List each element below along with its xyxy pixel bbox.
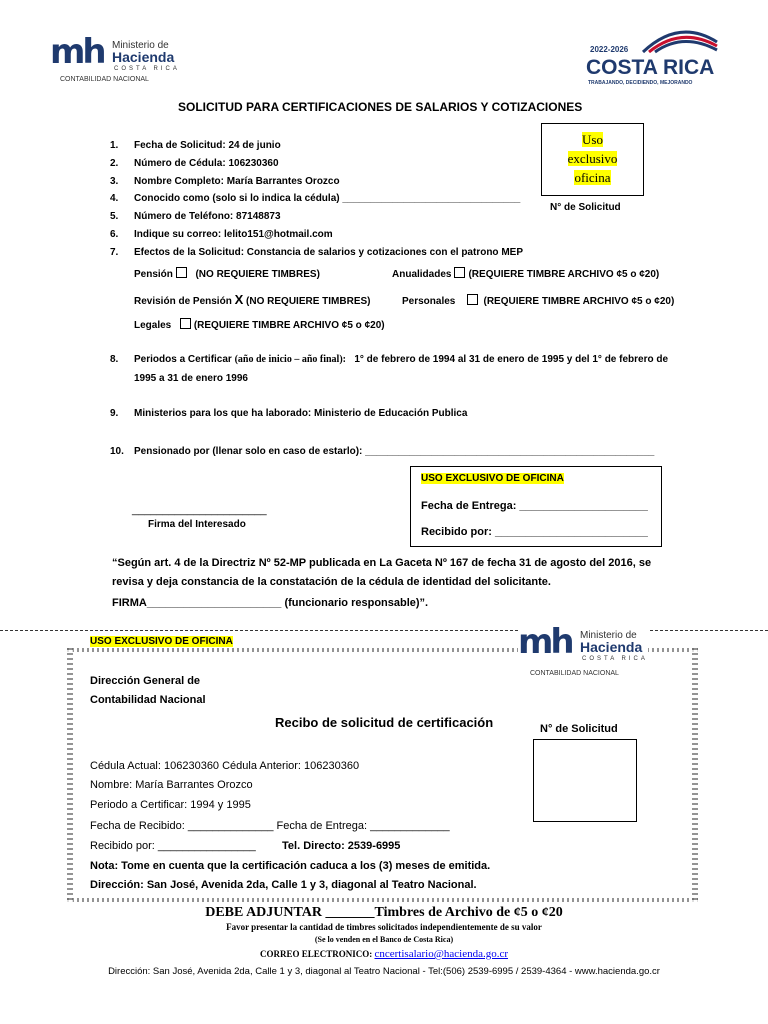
receipt-border-right (692, 648, 698, 902)
cr-slogan: TRABAJANDO, DECIDIENDO, MEJORANDO (588, 80, 693, 86)
hacienda-logo-caption: CONTABILIDAD NACIONAL (530, 670, 619, 677)
receipt-dept-line1: Dirección General de (90, 675, 201, 687)
hacienda-logo-line2: Hacienda (112, 49, 175, 65)
hacienda-logo-line1: Ministerio de (580, 630, 637, 641)
receipt-request-number-box[interactable] (533, 739, 637, 822)
receipt-office-heading: USO EXCLUSIVO DE OFICINA (90, 636, 233, 647)
cut-line (0, 630, 768, 631)
list-item: 5. Número de Teléfono: 87148873 (110, 211, 281, 222)
hacienda-logo-line3: COSTA RICA (114, 66, 180, 72)
hacienda-logo (50, 32, 180, 86)
option-revision: Revisión de Pensión X (NO REQUIERE TIMBRES) (134, 292, 371, 307)
receipt-nombre: Nombre: María Barrantes Orozco (90, 779, 253, 791)
anualidades-checkbox[interactable] (454, 267, 465, 278)
option-legales: Legales (REQUIERE TIMBRE ARCHIVO ¢5 o ¢20) (134, 320, 385, 331)
receipt-title: Recibo de solicitud de certificación (275, 715, 494, 730)
receipt-address: Dirección: San José, Avenida 2da, Calle 1 y 3, diagonal al Teatro Nacional. (90, 879, 477, 891)
cr-years: 2022-2026 (590, 45, 629, 54)
list-item: 1. Fecha de Solicitud: 24 de junio (110, 140, 281, 151)
legales-checkbox[interactable] (180, 318, 191, 329)
page-title: SOLICITUD PARA CERTIFICACIONES DE SALARIOS Y COTIZACIONES (178, 100, 583, 114)
cr-name: COSTA RICA (586, 56, 715, 79)
legal-line1: “Según art. 4 de la Directriz Nº 52-MP publicada en La Gaceta Nº 167 de fecha 31 de agosto del 2016, se (112, 557, 652, 569)
email-label: CORREO ELECTRONICO: (259, 949, 373, 959)
list-item: 2. Número de Cédula: 106230360 (110, 158, 279, 169)
pension-checkbox[interactable] (176, 267, 187, 278)
receipt-note: Nota: Tome en cuenta que la certificación caduca a los (3) meses de emitida. (90, 860, 491, 872)
office-use-box (541, 123, 644, 196)
list-item-ministries: 9. Ministerios para los que ha laborado: Ministerio de Educación Publica (110, 408, 468, 419)
list-item: 3. Nombre Completo: María Barrantes Orozco (110, 176, 340, 187)
email-link[interactable]: cncertisalario@hacienda.go.cr (374, 948, 509, 960)
list-item-pensioned: 10. Pensionado por (llenar solo en caso de estarlo): ____________________________________________________ (110, 446, 655, 457)
hacienda-logo-line2: Hacienda (580, 639, 643, 655)
hacienda-logo-line1: Ministerio de (112, 40, 169, 51)
list-item-periods: 8. Periodos a Certificar (año de inicio – año final): 1° de febrero de 1994 al 31 de enero de 1995 y del 1° de febrero de (110, 354, 669, 365)
option-anualidades: Anualidades (REQUIERE TIMBRE ARCHIVO ¢5 o ¢20) (392, 269, 660, 280)
list-item: 4. Conocido como (solo si lo indica la cédula) ________________________________ (110, 193, 521, 204)
receipt-border-bottom (67, 898, 698, 902)
received-by-field[interactable]: Recibido por: _________________________ (421, 526, 648, 538)
office-use-panel (410, 466, 662, 547)
hacienda-logo-line3: COSTA RICA (582, 656, 648, 662)
option-personales: Personales (REQUIERE TIMBRE ARCHIVO ¢5 o ¢20) (402, 296, 675, 307)
periods-continuation: 1995 a 31 de enero 1996 (134, 373, 248, 384)
receipt-cedula: Cédula Actual: 106230360 Cédula Anterior: 106230360 (90, 760, 360, 772)
revision-check-mark[interactable]: X (234, 292, 244, 307)
hacienda-logo-mark: mh (518, 622, 572, 662)
legal-line2: revisa y deja constancia de la constatación de la cédula de identidad del solicitante. (112, 576, 551, 588)
office-use-heading: USO EXCLUSIVO DE OFICINA (421, 473, 564, 484)
costa-rica-logo (584, 24, 720, 94)
hacienda-logo-mark: mh (50, 32, 104, 72)
receipt-recibido[interactable]: Recibido por: ________________ (90, 840, 256, 852)
receipt-phone: Tel. Directo: 2539-6995 (282, 840, 401, 852)
option-pension: Pensión (NO REQUIERE TIMBRES) (134, 269, 320, 280)
receipt-fechas[interactable]: Fecha de Recibido: ______________ Fecha de Entrega: _____________ (90, 820, 450, 832)
hacienda-logo-caption: CONTABILIDAD NACIONAL (60, 76, 149, 83)
office-use-line3: oficina (574, 170, 611, 185)
receipt-border-left (67, 648, 73, 902)
office-use-line1: Uso (582, 132, 603, 147)
receipt-periodo: Periodo a Certificar: 1994 y 1995 (90, 799, 251, 811)
footer-address: Dirección: San José, Avenida 2da, Calle 1 y 3, diagonal al Teatro Nacional - Tel:(506) 2539-6995 / 2539-4364 - www.hacienda.go.cr (108, 966, 660, 977)
stamps-note: Favor presentar la cantidad de timbres solicitados independientemente de su valor (226, 922, 542, 932)
bank-note: (Se lo venden en el Banco de Costa Rica) (314, 935, 454, 944)
legal-line3: FIRMA______________________ (funcionario responsable)”. (112, 597, 429, 609)
list-item: 6. Indique su correo: lelito151@hotmail.com (110, 229, 333, 240)
request-number-label: N° de Solicitud (550, 202, 621, 213)
hacienda-logo-receipt (518, 622, 648, 678)
list-item: 7. Efectos de la Solicitud: Constancia de salarios y cotizaciones con el patrono MEP (110, 247, 523, 258)
office-use-line2: exclusivo (567, 151, 618, 166)
personales-checkbox[interactable] (467, 294, 478, 305)
flag-arcs-icon (639, 24, 719, 54)
delivery-date-field[interactable]: Fecha de Entrega: _____________________ (421, 500, 648, 512)
attach-stamps: DEBE ADJUNTAR _______Timbres de Archivo de ¢5 o ¢20 (205, 905, 563, 920)
receipt-request-number-label: N° de Solicitud (540, 723, 618, 735)
signature-label: Firma del Interesado (148, 519, 246, 530)
receipt-dept-line2: Contabilidad Nacional (90, 694, 206, 706)
signature-line[interactable]: ______________________ (132, 504, 267, 516)
email-line (0, 948, 768, 960)
